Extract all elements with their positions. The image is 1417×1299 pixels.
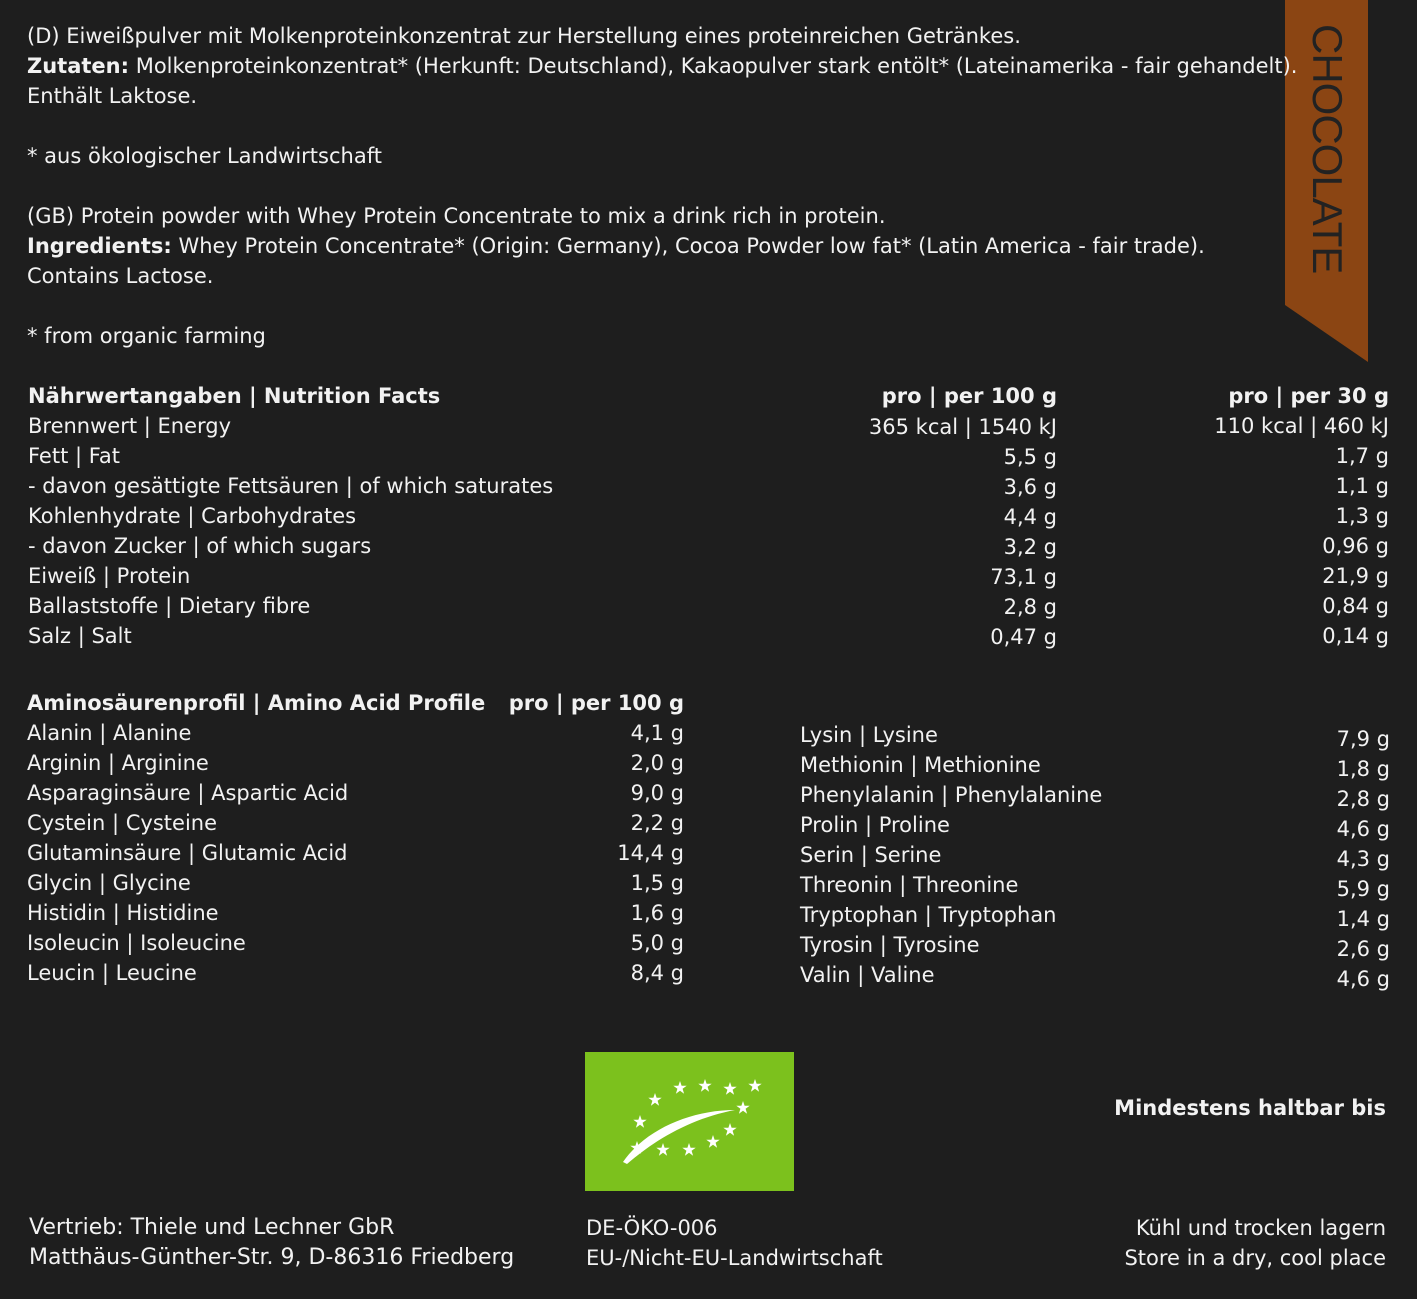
de-intro: (D) Eiweißpulver mit Molkenproteinkonzentrat zur Herstellung eines proteinreichen Getränkes. xyxy=(27,24,1021,48)
gb-ingredients xyxy=(27,231,1205,261)
nutrition-row-per30: 0,96 g xyxy=(1322,534,1389,558)
amino-row-value: 1,5 g xyxy=(630,871,684,895)
nutrition-row-label: Kohlenhydrate | Carbohydrates xyxy=(28,504,357,528)
amino-row-label: Methionin | Methionine xyxy=(800,753,1041,777)
nutrition-row-per100: 5,5 g xyxy=(1003,445,1057,469)
nutrition-row-label: Brennwert | Energy xyxy=(28,414,232,438)
nutrition-row-per100: 0,47 g xyxy=(990,625,1057,649)
amino-row-value: 14,4 g xyxy=(617,841,684,865)
amino-row-value: 1,4 g xyxy=(1336,907,1390,931)
nutrition-row-label: Fett | Fat xyxy=(28,444,120,468)
nutrition-row-label: - davon Zucker | of which sugars xyxy=(28,534,372,558)
amino-row-label: Isoleucin | Isoleucine xyxy=(27,931,246,955)
amino-row-label: Valin | Valine xyxy=(800,963,935,987)
amino-row-value: 2,0 g xyxy=(630,751,684,775)
gb-ingredients-text: Whey Protein Concentrate* (Origin: Germany), Cocoa Powder low fat* (Latin America - fair trade). xyxy=(171,234,1205,258)
gb-ingredients-label: Ingredients: xyxy=(27,234,172,258)
nutrition-row-per30: 1,1 g xyxy=(1335,474,1389,498)
de-ingredients-text: Molkenproteinkonzentrat* (Herkunft: Deutschland), Kakaopulver stark entölt* (Lateinamerika - fair gehandelt). xyxy=(129,54,1298,78)
best-before-label: Mindestens haltbar bis xyxy=(1114,1096,1386,1120)
amino-row-value: 9,0 g xyxy=(630,781,684,805)
amino-row-label: Tryptophan | Tryptophan xyxy=(800,903,1057,927)
amino-row-value: 1,8 g xyxy=(1336,757,1390,781)
nutrition-row-per30: 0,84 g xyxy=(1322,594,1389,618)
gb-lactose: Contains Lactose. xyxy=(27,264,214,288)
de-ingredients-label: Zutaten: xyxy=(27,54,130,78)
nutrition-col-100-header: pro | per 100 g xyxy=(881,384,1057,408)
amino-col-100-header: pro | per 100 g xyxy=(508,691,684,715)
nutrition-row-label: Eiweiß | Protein xyxy=(28,564,191,588)
eu-organic-logo xyxy=(585,1052,794,1191)
amino-row-label: Arginin | Arginine xyxy=(27,751,209,775)
amino-row-value: 7,9 g xyxy=(1336,727,1390,751)
nutrition-row-per100: 365 kcal | 1540 kJ xyxy=(868,415,1057,439)
amino-row-value: 2,6 g xyxy=(1336,937,1390,961)
nutrition-row-per100: 3,2 g xyxy=(1003,535,1057,559)
nutrition-row-per100: 73,1 g xyxy=(990,565,1057,589)
nutrition-row-per100: 4,4 g xyxy=(1003,505,1057,529)
amino-row-label: Glutaminsäure | Glutamic Acid xyxy=(27,841,348,865)
amino-row-label: Alanin | Alanine xyxy=(27,721,192,745)
nutrition-col-30-header: pro | per 30 g xyxy=(1228,384,1389,408)
de-organic-note: * aus ökologischer Landwirtschaft xyxy=(27,144,382,168)
nutrition-row-per30: 1,7 g xyxy=(1335,444,1389,468)
flavor-tag-label: CHOCOLATE xyxy=(1304,24,1351,274)
de-ingredients xyxy=(27,51,1297,81)
nutrition-row-label: Ballaststoffe | Dietary fibre xyxy=(28,594,311,618)
de-lactose: Enthält Laktose. xyxy=(27,84,198,108)
nutrition-header: Nährwertangaben | Nutrition Facts xyxy=(28,384,441,408)
nutrition-row-per100: 3,6 g xyxy=(1003,475,1057,499)
amino-row-label: Phenylalanin | Phenylalanine xyxy=(800,783,1103,807)
nutrition-row-per30: 21,9 g xyxy=(1322,564,1389,588)
amino-row-label: Histidin | Histidine xyxy=(27,901,219,925)
certification-code: DE-ÖKO-006 xyxy=(586,1216,718,1240)
nutrition-row-label: Salz | Salt xyxy=(28,624,132,648)
nutrition-row-per30: 1,3 g xyxy=(1335,504,1389,528)
distributor-name: Vertrieb: Thiele und Lechner GbR xyxy=(29,1215,395,1240)
amino-row-value: 4,1 g xyxy=(630,721,684,745)
nutrition-row-per30: 0,14 g xyxy=(1322,624,1389,648)
eu-organic-leaf-icon xyxy=(585,1052,794,1191)
amino-row-value: 4,6 g xyxy=(1336,967,1390,991)
gb-organic-note: * from organic farming xyxy=(27,324,266,348)
distributor-address: Matthäus-Günther-Str. 9, D-86316 Friedberg xyxy=(29,1245,515,1270)
nutrition-row-label: - davon gesättigte Fettsäuren | of which saturates xyxy=(28,474,554,498)
amino-row-value: 2,8 g xyxy=(1336,787,1390,811)
gb-intro: (GB) Protein powder with Whey Protein Concentrate to mix a drink rich in protein. xyxy=(27,204,886,228)
amino-row-label: Serin | Serine xyxy=(800,843,942,867)
amino-row-label: Asparaginsäure | Aspartic Acid xyxy=(27,781,349,805)
amino-row-label: Cystein | Cysteine xyxy=(27,811,218,835)
amino-header: Aminosäurenprofil | Amino Acid Profile xyxy=(27,691,486,715)
amino-row-label: Lysin | Lysine xyxy=(800,723,938,747)
amino-row-label: Tyrosin | Tyrosine xyxy=(800,933,980,957)
storage-en: Store in a dry, cool place xyxy=(1124,1246,1386,1270)
amino-row-value: 1,6 g xyxy=(630,901,684,925)
amino-row-value: 4,3 g xyxy=(1336,847,1390,871)
amino-row-value: 5,9 g xyxy=(1336,877,1390,901)
amino-row-value: 8,4 g xyxy=(630,961,684,985)
amino-row-value: 5,0 g xyxy=(630,931,684,955)
amino-row-label: Threonin | Threonine xyxy=(800,873,1019,897)
amino-row-label: Leucin | Leucine xyxy=(27,961,197,985)
certification-origin: EU-/Nicht-EU-Landwirtschaft xyxy=(586,1246,883,1270)
storage-de: Kühl und trocken lagern xyxy=(1135,1216,1386,1240)
amino-row-value: 2,2 g xyxy=(630,811,684,835)
amino-row-value: 4,6 g xyxy=(1336,817,1390,841)
nutrition-row-per100: 2,8 g xyxy=(1003,595,1057,619)
amino-row-label: Glycin | Glycine xyxy=(27,871,191,895)
amino-row-label: Prolin | Proline xyxy=(800,813,950,837)
nutrition-row-per30: 110 kcal | 460 kJ xyxy=(1214,414,1389,438)
